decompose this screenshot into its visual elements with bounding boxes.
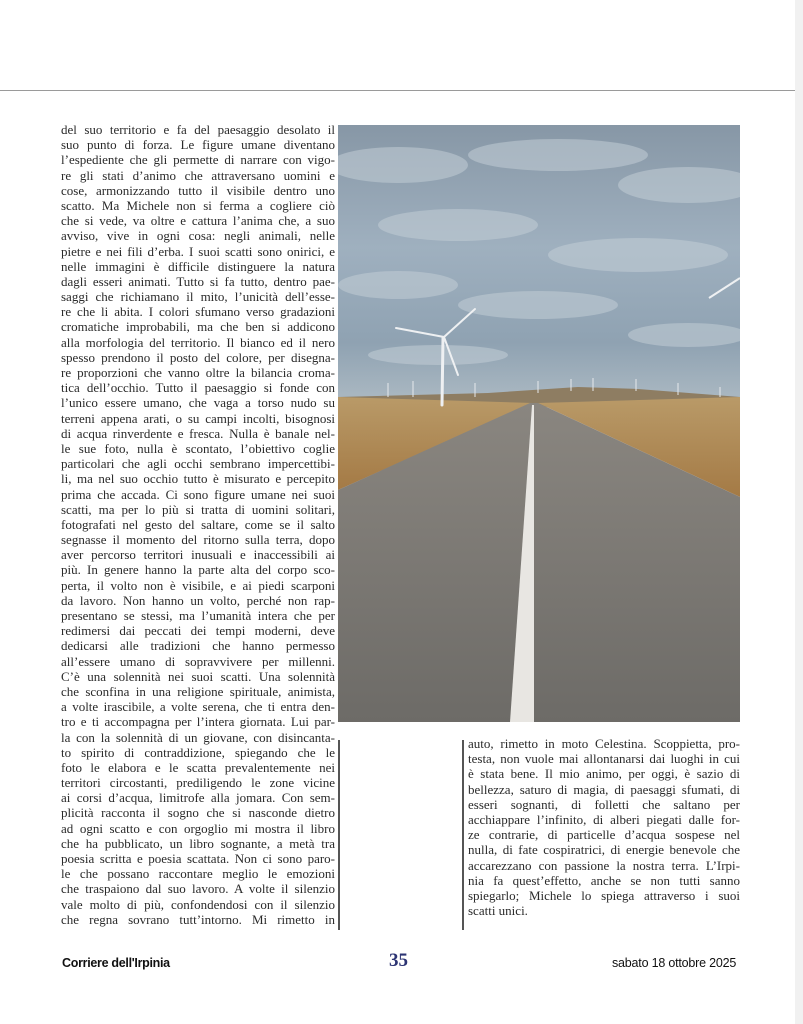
text-line: ai corsi d’acqua, limitrofe alla jomara. Con sem- (61, 790, 335, 806)
top-margin (0, 0, 803, 90)
text-line: ze contrarie, di particelle d’acqua sospese nel (468, 827, 740, 843)
text-line: a volte irascibile, a volte serena, che ti entra den- (61, 699, 335, 715)
text-line: alla morfologia del territorio. Il bianco ed il nero (61, 334, 335, 350)
text-line: presentano se stessi, ma l’umanità intera che per (61, 608, 335, 623)
text-line: aver percorso territori inusuali e inaccessibili ai (61, 547, 335, 563)
text-line: nelle immagini è difficile distinguere la natura (61, 258, 335, 274)
text-line: C’è una solennità nei suoi scatti. Una solennità (61, 668, 335, 684)
text-line: perta, il volto non è visibile, e ai piedi scarponi (61, 577, 335, 593)
text-line: cose, armonizzando tutto il visibile dentro uno (61, 182, 335, 198)
text-line: le sue foto, nulla è scontato, l’obiettivo coglie (61, 440, 335, 456)
text-line: la con la solennità di un giovane, con disincanta- (61, 729, 335, 745)
text-line: che si vede, va oltre e cattura l’anima che, a suo (61, 213, 335, 229)
text-line: nia fa quest’effetto, anche se non tutti sanno (468, 872, 740, 888)
text-line: scatti unici. (468, 903, 528, 919)
text-line: pietre e nei fili d’erba. I suoi scatti sono onirici, e (61, 243, 335, 259)
text-line: re gli stati d’animo che attraversano uomini e (61, 167, 335, 183)
text-line: spiegarlo; Michele lo spiega attraverso i suoi (468, 887, 740, 903)
article-column-right (468, 736, 740, 918)
text-line: redimersi dai peccati dei tempi moderni, deve (61, 623, 335, 639)
text-line: le che possano raccontare meglio le emozioni (61, 866, 335, 882)
text-line: avviso, vive in ogni cosa: negli animali, nelle (61, 228, 335, 244)
column-rule-left (338, 740, 340, 930)
text-line: saggi che richiamano il mito, l’unicità dell’esse- (61, 289, 335, 305)
text-line: segnasse il momento del ritorno sulla terra, dopo (61, 532, 335, 548)
text-line: to spirito di contraddizione, spiegando che le (61, 744, 335, 760)
text-line: nulla, di fate cospiratrici, di energie benevole che (468, 842, 740, 858)
text-line: più. In genere hanno la parte alta del corpo sco- (61, 562, 335, 578)
text-line: vale molto di più, confondendosi con il silenzio (61, 896, 335, 912)
text-line: scatti, ma per lo più si tratta di uomini solitari, (61, 501, 335, 517)
text-line: dedicarsi alle tradizioni che hanno permesso (61, 638, 335, 654)
top-divider (0, 90, 803, 91)
text-line: testa, non vuole mai allontanarsi dai luoghi in cui (468, 751, 740, 767)
text-line: terreni appena arati, o su campi incolti, bisognosi (61, 410, 335, 426)
text-line: fotografati nel gesto del saltare, come se il salto (61, 516, 335, 532)
text-line: l’espediente che gli permette di narrare con vigo- (61, 152, 335, 168)
text-line: re che li abita. I colori sfumano verso gradazioni (61, 304, 335, 320)
text-line: bellezza, saturo di magia, di paesaggi sfumati, di (468, 781, 740, 797)
page-edge (795, 0, 803, 1024)
text-line: scatto. Ma Michele non si ferma a cogliere ciò (61, 197, 335, 213)
text-line: ad ogni scatto e con orgoglio mi mostra il libro (61, 820, 335, 836)
text-line: che traspaiono dal suo lavoro. A volte il silenzio (61, 881, 335, 897)
text-line: acchiappare l’infinito, di alberi piegati dalle for- (468, 811, 740, 827)
text-line: tica dell’occhio. Tutto il paesaggio si fonde con (61, 380, 335, 396)
footer-publication-name: Corriere dell'Irpinia (62, 956, 170, 970)
text-line: del suo territorio e fa del paesaggio desolato il (61, 122, 335, 137)
text-line: li, ma nel suo occhio tutto è misurato e percepito (61, 471, 335, 487)
text-line: suo punto di forza. Le figure umane diventano (61, 137, 335, 153)
text-line: territori circostanti, prediligendo le zone vicine (61, 775, 335, 791)
text-line: di acqua rinverdente e fresca. Nulla è banale nel- (61, 425, 335, 441)
text-line: prima che accada. Ci sono figure umane nei suoi (61, 486, 335, 502)
text-line: plicità racconta il sogno che si nasconde dietro (61, 805, 335, 821)
text-line: poesia scritta e poesia scattata. Non ci sono paro- (61, 851, 335, 866)
text-line: particolari che agli occhi sembrano impercettibi- (61, 456, 335, 472)
text-line: tro e ti accompagna per l’intera giornata. Lui par- (61, 714, 335, 730)
text-line: all’essere umano di sopravvivere per millenni. (61, 653, 335, 669)
text-line: accarezzano con passione la nostra terra. L’Irpi- (468, 857, 740, 873)
text-line: che regna sovrano tutt’intorno. Mi rimetto in (61, 911, 335, 927)
text-line: cromatiche improbabili, ma che ben si addicono (61, 319, 335, 335)
text-line: che sconfina in una religione spirituale, animista, (61, 683, 335, 699)
text-line: re proporzioni che vanno oltre la bilancia croma- (61, 365, 335, 380)
article-photo-road-wind-turbines (338, 125, 740, 722)
text-line: è stata bene. Il mio animo, per oggi, è sazio di (468, 766, 740, 782)
text-line: che ha pubblicato, un libro sognante, a metà tra (61, 835, 335, 851)
text-line: da lavoro. Non hanno un volto, perché non rap- (61, 592, 335, 608)
text-line: auto, rimetto in moto Celestina. Scoppietta, pro- (468, 736, 740, 751)
text-line: spesso prendono il posto del colore, per disegna- (61, 349, 335, 365)
text-line: l’unico essere umano, che vaga a torso nudo su (61, 395, 335, 411)
text-line: foto le elabora e le scatta prevalentemente nei (61, 759, 335, 775)
article-column-left (61, 122, 335, 927)
column-rule-right (462, 740, 464, 930)
text-line: esseri sognanti, di folletti che saltano per (468, 796, 740, 812)
footer-page-number: 35 (389, 950, 408, 971)
footer-date: sabato 18 ottobre 2025 (612, 956, 737, 970)
text-line: dagli esseri animati. Tutto si fa tutto, dentro pae- (61, 273, 335, 289)
